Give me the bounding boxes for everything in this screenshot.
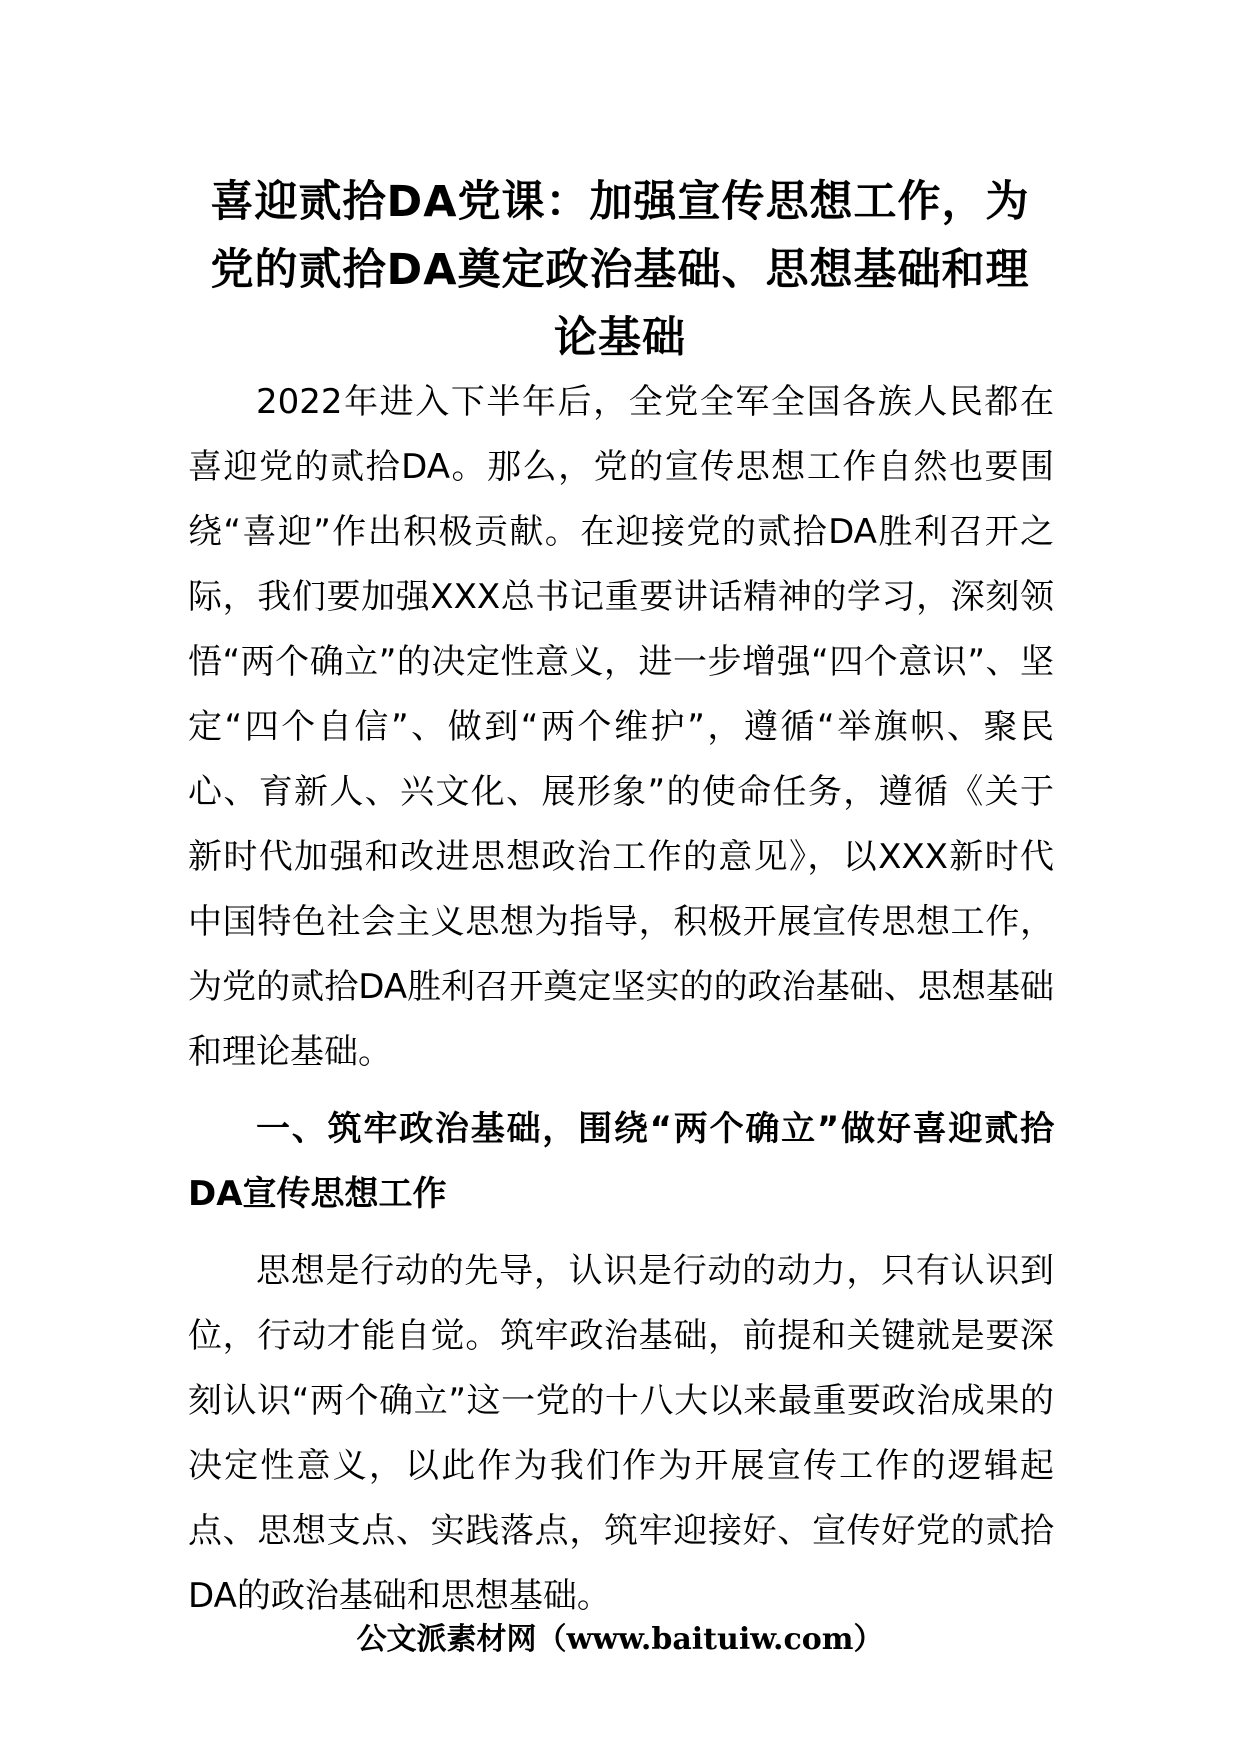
paragraph-spacer [188, 1227, 1054, 1239]
section-paragraph: 思想是行动的先导，认识是行动的动力，只有认识到位，行动才能自觉。筑牢政治基础，前提和关键就是要深刻认识“两个确立”这一党的十八大以来最重要政治成果的决定性意义，以此作为我们作为开展宣传工作的逻辑起点、思想支点、实践落点，筑牢迎接好、宣传好党的贰拾DA的政治基础和思想基础。 [188, 1251, 1054, 1616]
section-heading: 一、筑牢政治基础，围绕“两个确立”做好喜迎贰拾DA宣传思想工作 [188, 1109, 1054, 1214]
document-body [188, 370, 1054, 1629]
footer-watermark: 公文派素材网（www.baituiw.com） [356, 1622, 884, 1657]
document-title: 喜迎贰拾DA党课：加强宣传思想工作，为党的贰拾DA奠定政治基础、思想基础和理论基础 [210, 177, 1030, 363]
intro-paragraph: 2022年进入下半年后，全党全军全国各族人民都在喜迎党的贰拾DA。那么，党的宣传思想工作自然也要围绕“喜迎”作出积极贡献。在迎接党的贰拾DA胜利召开之际，我们要加强XXX总书记重要讲话精神的学习，深刻领悟“两个确立”的决定性意义，进一步增强“四个意识”、坚定“四个自信”、做到“两个维护”，遵循“举旗帜、聚民心、育新人、兴文化、展形象”的使命任务，遵循《关于新时代加强和改进思想政治工作的意见》，以XXX新时代中国特色社会主义思想为指导，积极开展宣传思想工作，为党的贰拾DA胜利召开奠定坚实的的政治基础、思想基础和理论基础。 [188, 382, 1054, 1072]
paragraph-spacer [188, 1085, 1054, 1097]
